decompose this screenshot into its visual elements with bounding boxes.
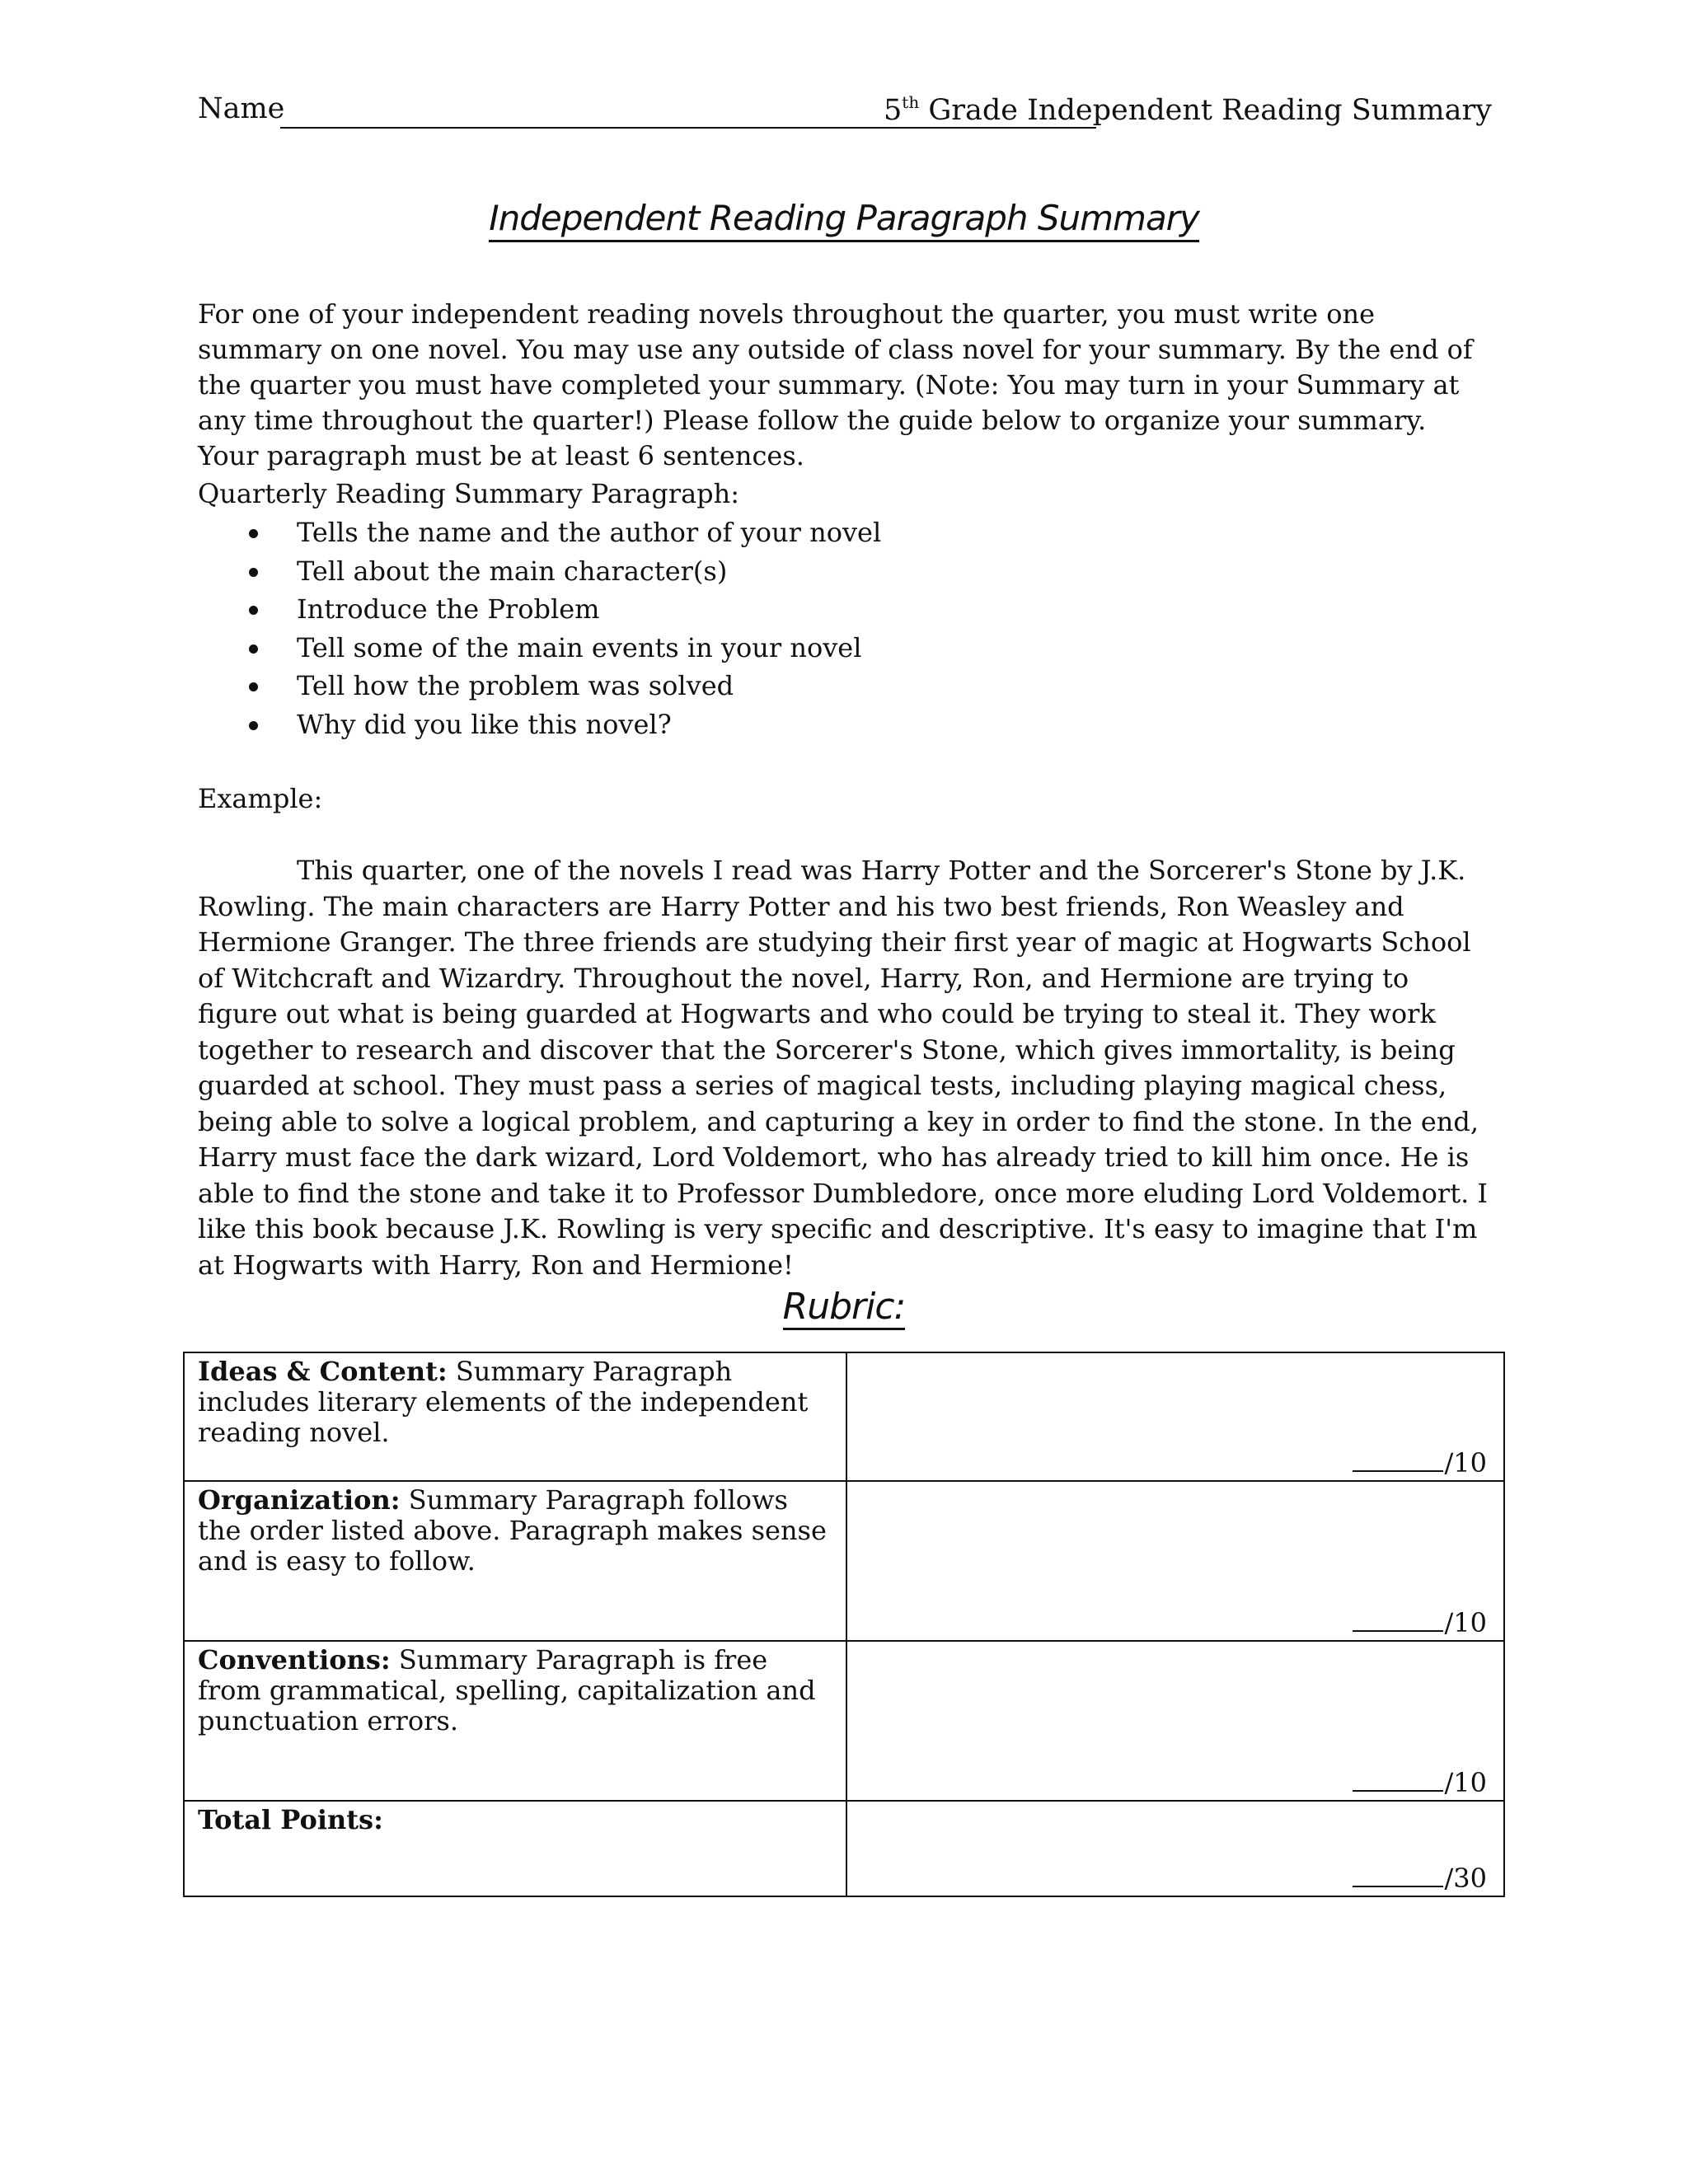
grade-number: 5 bbox=[884, 94, 903, 127]
criterion-label: Organization: bbox=[198, 1484, 401, 1516]
table-row bbox=[184, 1481, 1504, 1641]
criterion-label: Ideas & Content: bbox=[198, 1356, 448, 1387]
page-title-text: Independent Reading Paragraph Summary bbox=[489, 198, 1199, 242]
intro-paragraph: For one of your independent reading novels throughout the quarter, you must write one summary on one novel. You may use any outside of class novel for your summary. By the end of the quarter you must have completed your summary. (Note: You may turn in your Summary at any time throughout the quarter!) Please follow the guide below to organize your summary. Your paragraph must be at least 6 sentences. bbox=[198, 298, 1473, 471]
page-title bbox=[0, 198, 1688, 238]
example-label: Example: bbox=[198, 783, 323, 814]
table-row bbox=[184, 1641, 1504, 1801]
rubric-score-cell[interactable] bbox=[846, 1641, 1504, 1801]
criterion-text: Summary Paragraph follows the order listed above. Paragraph makes sense and is easy to follow. bbox=[198, 1484, 827, 1577]
page-header bbox=[198, 92, 1492, 142]
criterion-label: Conventions: bbox=[198, 1644, 391, 1675]
score-field bbox=[1353, 1448, 1488, 1479]
rubric-score-cell[interactable] bbox=[846, 1481, 1504, 1641]
rubric-criterion bbox=[184, 1481, 846, 1641]
name-blank-line[interactable] bbox=[280, 127, 1096, 129]
grade-rest: Grade Independent Reading Summary bbox=[919, 94, 1492, 127]
criterion-text: Summary Paragraph includes literary elements of the independent reading novel. bbox=[198, 1356, 809, 1448]
guide-list bbox=[198, 515, 881, 745]
rubric-score-cell[interactable] bbox=[846, 1352, 1504, 1481]
score-field bbox=[1353, 1608, 1488, 1638]
list-item: Introduce the Problem bbox=[198, 592, 881, 630]
criterion-label: Total Points: bbox=[198, 1804, 383, 1835]
score-max: /30 bbox=[1444, 1863, 1487, 1894]
rubric-table bbox=[183, 1352, 1505, 1897]
criterion-text: Summary Paragraph is free from grammatical, spelling, capitalization and punctuation errors. bbox=[198, 1644, 816, 1736]
name-label: Name bbox=[198, 92, 285, 125]
table-row bbox=[184, 1801, 1504, 1896]
rubric-criterion bbox=[184, 1801, 846, 1896]
rubric-criterion bbox=[184, 1641, 846, 1801]
rubric-title bbox=[0, 1286, 1688, 1328]
score-blank[interactable] bbox=[1353, 1790, 1443, 1792]
score-field bbox=[1353, 1768, 1488, 1798]
score-blank[interactable] bbox=[1353, 1630, 1443, 1632]
list-item: Why did you like this novel? bbox=[198, 707, 881, 746]
example-paragraph: This quarter, one of the novels I read was Harry Potter and the Sorcerer's Stone by J.K. Rowling. The main characters are Harry Potter and his two best friends, Ron Weasley and Hermione Granger. The three friends are studying their first year of magic at Hogwarts School of Witchcraft and Wizardry. Throughout the novel, Harry, Ron, and Hermione are trying to figure out what is being guarded at Hogwarts and who could be trying to steal it. They work together to research and discover that the Sorcerer's Stone, which gives immortality, is being guarded at school. They must pass a series of magical tests, including playing magical chess, being able to solve a logical problem, and capturing a key in order to find the stone. In the end, Harry must face the dark wizard, Lord Voldemort, who has already tried to kill him once. He is able to find the stone and take it to Professor Dumbledore, once more eluding Lord Voldemort. I like this book because J.K. Rowling is very specific and descriptive. It's easy to imagine that I'm at Hogwarts with Harry, Ron and Hermione! bbox=[198, 855, 1489, 1281]
list-item: Tell some of the main events in your novel bbox=[198, 630, 881, 669]
list-heading: Quarterly Reading Summary Paragraph: bbox=[198, 478, 740, 509]
score-max: /10 bbox=[1444, 1447, 1487, 1479]
grade-heading bbox=[884, 92, 1492, 127]
grade-suffix: th bbox=[902, 92, 920, 112]
rubric-criterion bbox=[184, 1352, 846, 1481]
rubric-score-cell[interactable] bbox=[846, 1801, 1504, 1896]
list-item: Tells the name and the author of your novel bbox=[198, 515, 881, 554]
score-blank[interactable] bbox=[1353, 1470, 1443, 1472]
score-max: /10 bbox=[1444, 1607, 1487, 1638]
score-max: /10 bbox=[1444, 1767, 1487, 1798]
list-item: Tell about the main character(s) bbox=[198, 554, 881, 593]
list-item: Tell how the problem was solved bbox=[198, 668, 881, 707]
score-blank[interactable] bbox=[1353, 1886, 1443, 1887]
rubric-title-text: Rubric: bbox=[783, 1286, 906, 1330]
table-row bbox=[184, 1352, 1504, 1481]
score-field bbox=[1353, 1863, 1488, 1894]
